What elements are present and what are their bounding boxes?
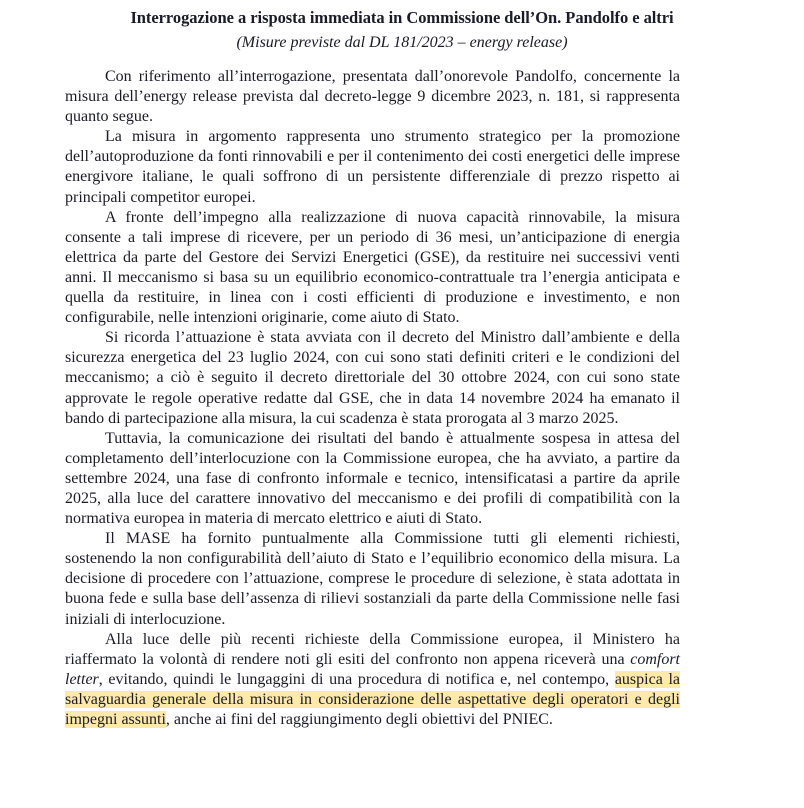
paragraph-6: Il MASE ha fornito puntualmente alla Commissione tutti gli elementi richiesti, sostenendo la non configurabilità dell’aiuto di Stato e l’equilibrio economico della misura. La decisione di procedere con l’attuazione, comprese le procedure di selezione, è stata adottata in buona fede e sulla base dell’assenza di rilievi sostanziali da parte della Commissione nelle fasi iniziali di interlocuzione. — [65, 530, 680, 628]
document-title: Interrogazione a risposta immediata in Commissione dell’On. Pandolfo e altri — [130, 8, 674, 27]
text-run-2: , evitando, quindi le lungaggini di una procedura di notifica e, nel contempo, — [98, 670, 615, 688]
paragraph-7 — [65, 630, 680, 730]
italic-phrase: comfort letter — [65, 650, 680, 688]
document-subtitle: (Misure previste dal DL 181/2023 – energy release) — [236, 34, 568, 51]
document-page — [0, 7, 804, 808]
paragraph-4: Si ricorda l’attuazione è stata avviata con il decreto del Ministro dall’ambiente e della sicurezza energetica del 23 luglio 2024, con cui sono stati definiti criteri e le condizioni del meccanismo; a ciò è seguito il decreto direttoriale del 30 ottobre 2024, con cui sono state approvate le regole operative redatte dal GSE, che in data 14 novembre 2024 ha emanato il bando di partecipazione alla misura, la cui scadenza è stata prorogata al 3 marzo 2025. — [65, 329, 680, 427]
paragraph-5: Tuttavia, la comunicazione dei risultati del bando è attualmente sospesa in attesa del completamento dell’interlocuzione con la Commissione europea, che ha avviato, a partire da settembre 2024, una fase di confronto informale e tecnico, intensificatasi a partire da aprile 2025, alla luce del carattere innovativo del meccanismo e dei profili di compatibilità con la normativa europea in materia di mercato elettrico e aiuti di Stato. — [65, 429, 680, 528]
document-body — [0, 67, 804, 730]
text-run-0: Alla luce delle più recenti richieste della Commissione europea, il Ministero ha riaffermato la volontà di rendere noti gli esiti del confronto non appena riceverà una — [65, 630, 680, 668]
paragraph-3: A fronte dell’impegno alla realizzazione di nuova capacità rinnovabile, la misura consente a tali imprese di ricevere, per un periodo di 36 mesi, un’anticipazione di energia elettrica da parte del Gestore dei Servizi Energetici (GSE), da restituire nei successivi venti anni. Il meccanismo si basa su un equilibrio economico-contrattuale tra l’energia anticipata e quella da restituire, in linea con i costi efficienti di produzione e investimento, e non configurabile, nelle intenzioni originarie, come aiuto di Stato. — [65, 208, 680, 327]
paragraph-1: Con riferimento all’interrogazione, presentata dall’onorevole Pandolfo, concernente la misura dell’energy release prevista dal decreto-legge 9 dicembre 2023, n. 181, si rappresenta quanto segue. — [65, 68, 680, 126]
paragraph-2: La misura in argomento rappresenta uno strumento strategico per la promozione dell’autoproduzione da fonti rinnovabili e per il contenimento dei costi energetici delle imprese energivore italiane, le quali soffrono di un persistente differenziale di prezzo rispetto ai principali competitor europei. — [65, 128, 680, 206]
highlighted-text: auspica la salvaguardia generale della misura in considerazione delle aspettative degli operatori e degli impegni assunti — [65, 670, 681, 728]
text-run-4: , anche ai fini del raggiungimento degli obiettivi del PNIEC. — [165, 711, 553, 728]
